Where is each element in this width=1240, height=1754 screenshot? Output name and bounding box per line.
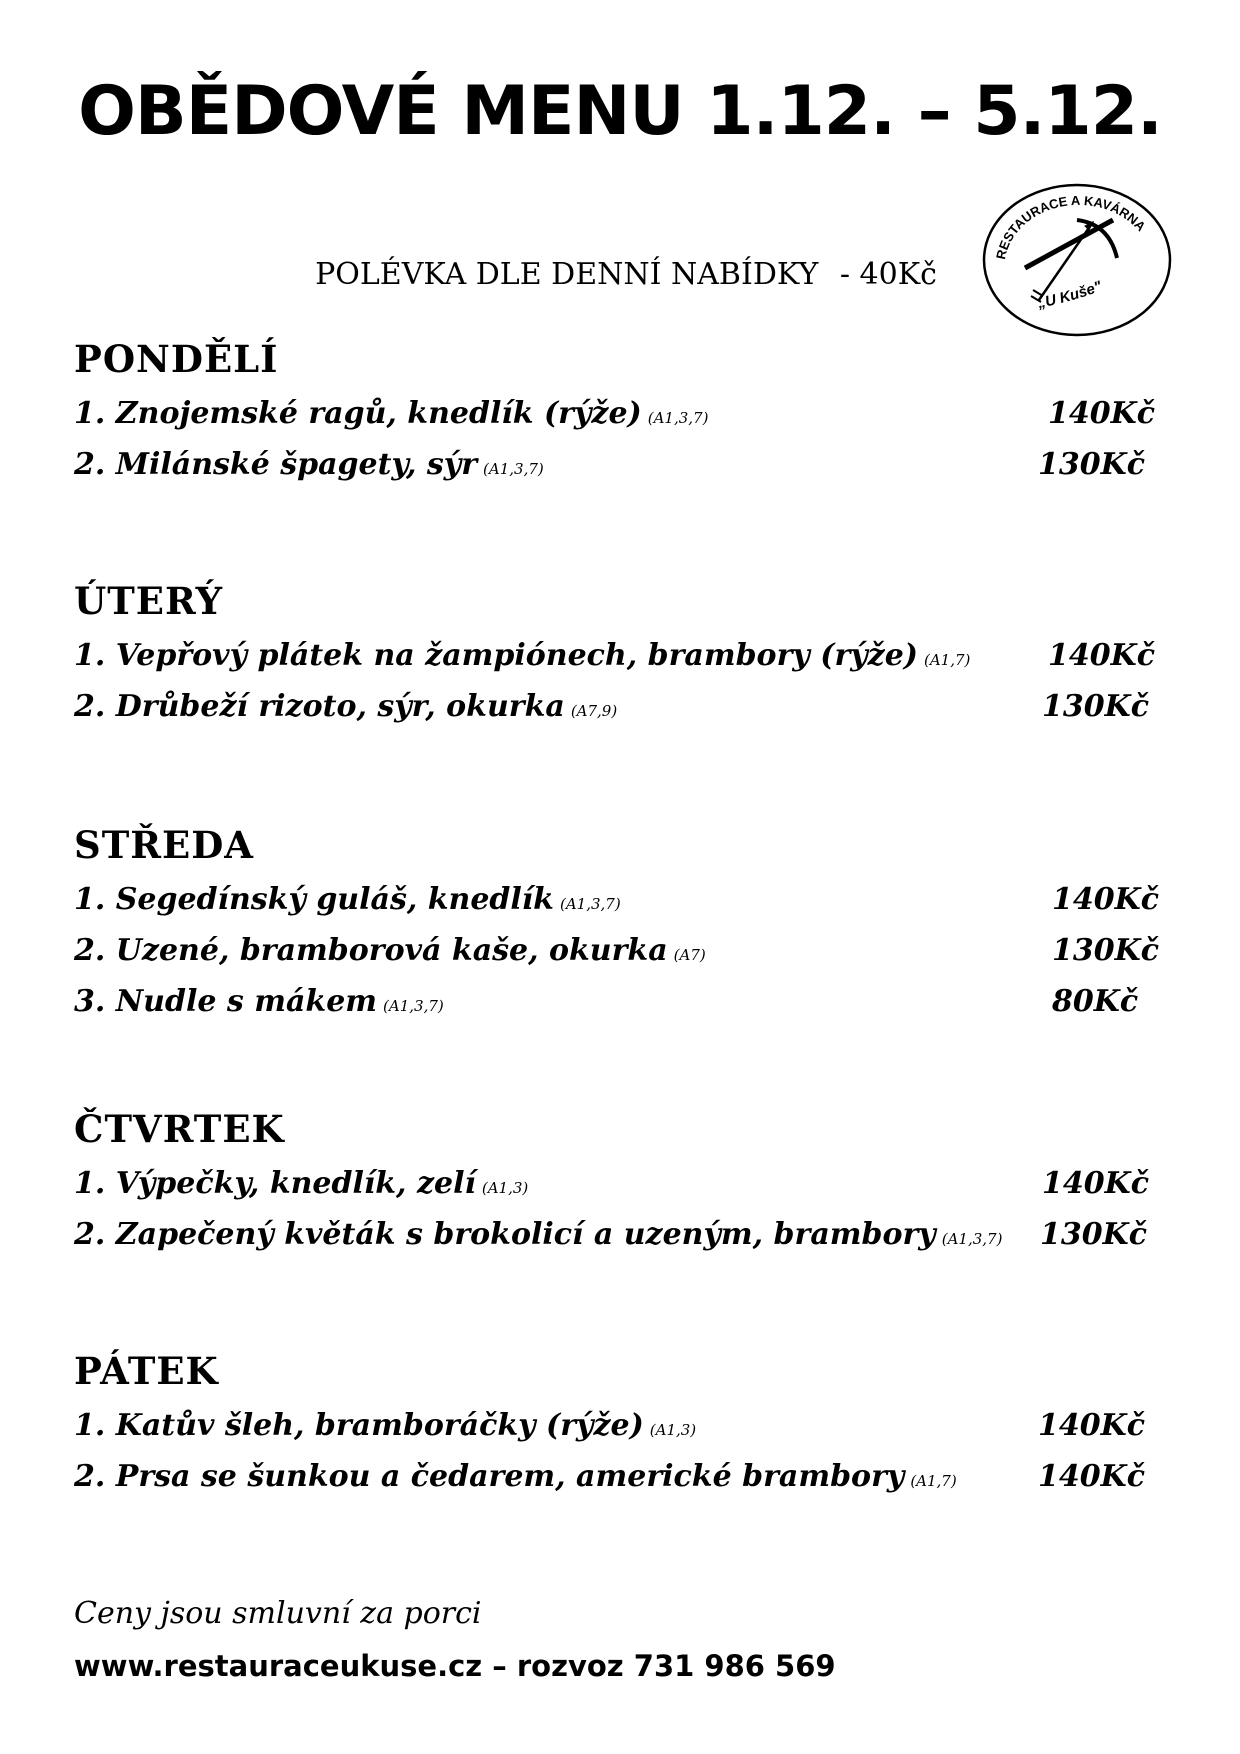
soup-label: POLÉVKA DLE DENNÍ NABÍDKY [315, 257, 819, 292]
dish-price: 130Kč [1040, 1217, 1147, 1252]
day-name: PONDĚLÍ [74, 337, 279, 381]
dish-name: 1. Katův šleh, bramboráčky (rýže) [74, 1408, 644, 1443]
dish-name: 2. Prsa se šunkou a čedarem, americké brambory [74, 1459, 905, 1494]
menu-item [74, 681, 1174, 732]
dish-name: 1. Segedínský guláš, knedlík [74, 882, 554, 917]
soup-price: - 40Kč [839, 257, 937, 292]
allergens: (A1,7) [910, 1472, 957, 1490]
menu-item [74, 439, 1174, 490]
price-note: Ceny jsou smluvní za porci [74, 1596, 482, 1631]
menu-item [74, 976, 1174, 1027]
menu-item [74, 1158, 1174, 1209]
menu-item [74, 925, 1174, 976]
dish-name: 1. Vepřový plátek na žampiónech, brambory (rýže) [74, 638, 918, 673]
menu-title: OBĚDOVÉ MENU 1.12. – 5.12. [78, 72, 1162, 151]
allergens: (A1,3,7) [647, 409, 709, 427]
dish-price: 130Kč [1052, 933, 1159, 968]
dish-name: 3. Nudle s mákem [74, 984, 378, 1019]
day-section-monday [74, 330, 1174, 490]
menu-item [74, 1400, 1174, 1451]
dish-price: 140Kč [1052, 882, 1159, 917]
allergens: (A1,3,7) [383, 997, 444, 1015]
dish-price: 80Kč [1052, 984, 1139, 1019]
logo-arc-text: RESTAURACE A KAVÁRNA [993, 192, 1149, 261]
allergens: (A1,3,7) [559, 895, 621, 913]
dish-name: 2. Milánské špagety, sýr [74, 447, 478, 482]
dish-name: 2. Drůbeží rizoto, sýr, okurka [74, 689, 565, 724]
logo-name: „U Kuše" [1036, 277, 1105, 312]
dish-price: 130Kč [1038, 447, 1145, 482]
dish-price: 140Kč [1038, 1408, 1145, 1443]
allergens: (A1,7) [924, 651, 971, 669]
allergens: (A1,3) [481, 1179, 529, 1197]
allergens: (A7) [673, 946, 706, 964]
soup-line [0, 257, 1240, 292]
menu-item [74, 874, 1174, 925]
day-section-wednesday [74, 816, 1174, 1027]
day-name: PÁTEK [74, 1349, 219, 1393]
menu-item [74, 1451, 1174, 1502]
day-name: STŘEDA [74, 823, 254, 867]
dish-name: 1. Výpečky, knedlík, zelí [74, 1166, 476, 1201]
menu-item [74, 630, 1174, 681]
contact-line: www.restauraceukuse.cz – rozvoz 731 986 569 [74, 1649, 836, 1683]
dish-price: 140Kč [1048, 638, 1155, 673]
dish-name: 2. Zapečený květák s brokolicí a uzeným, brambory [74, 1217, 936, 1252]
dish-price: 140Kč [1038, 1459, 1145, 1494]
dish-name: 1. Znojemské ragů, knedlík (rýže) [74, 396, 642, 431]
menu-item [74, 388, 1174, 439]
dish-name: 2. Uzené, bramborová kaše, okurka [74, 933, 668, 968]
dish-price: 140Kč [1048, 396, 1155, 431]
allergens: (A1,3,7) [483, 460, 544, 478]
day-name: ČTVRTEK [74, 1107, 285, 1151]
day-name: ÚTERÝ [74, 579, 224, 623]
dish-price: 140Kč [1042, 1166, 1149, 1201]
day-section-thursday [74, 1100, 1174, 1260]
allergens: (A1,3) [649, 1421, 697, 1439]
dish-price: 130Kč [1042, 689, 1149, 724]
day-section-friday [74, 1342, 1174, 1502]
menu-item [74, 1209, 1174, 1260]
allergens: (A1,3,7) [941, 1230, 1003, 1248]
day-section-tuesday [74, 572, 1174, 732]
allergens: (A7,9) [570, 702, 618, 720]
